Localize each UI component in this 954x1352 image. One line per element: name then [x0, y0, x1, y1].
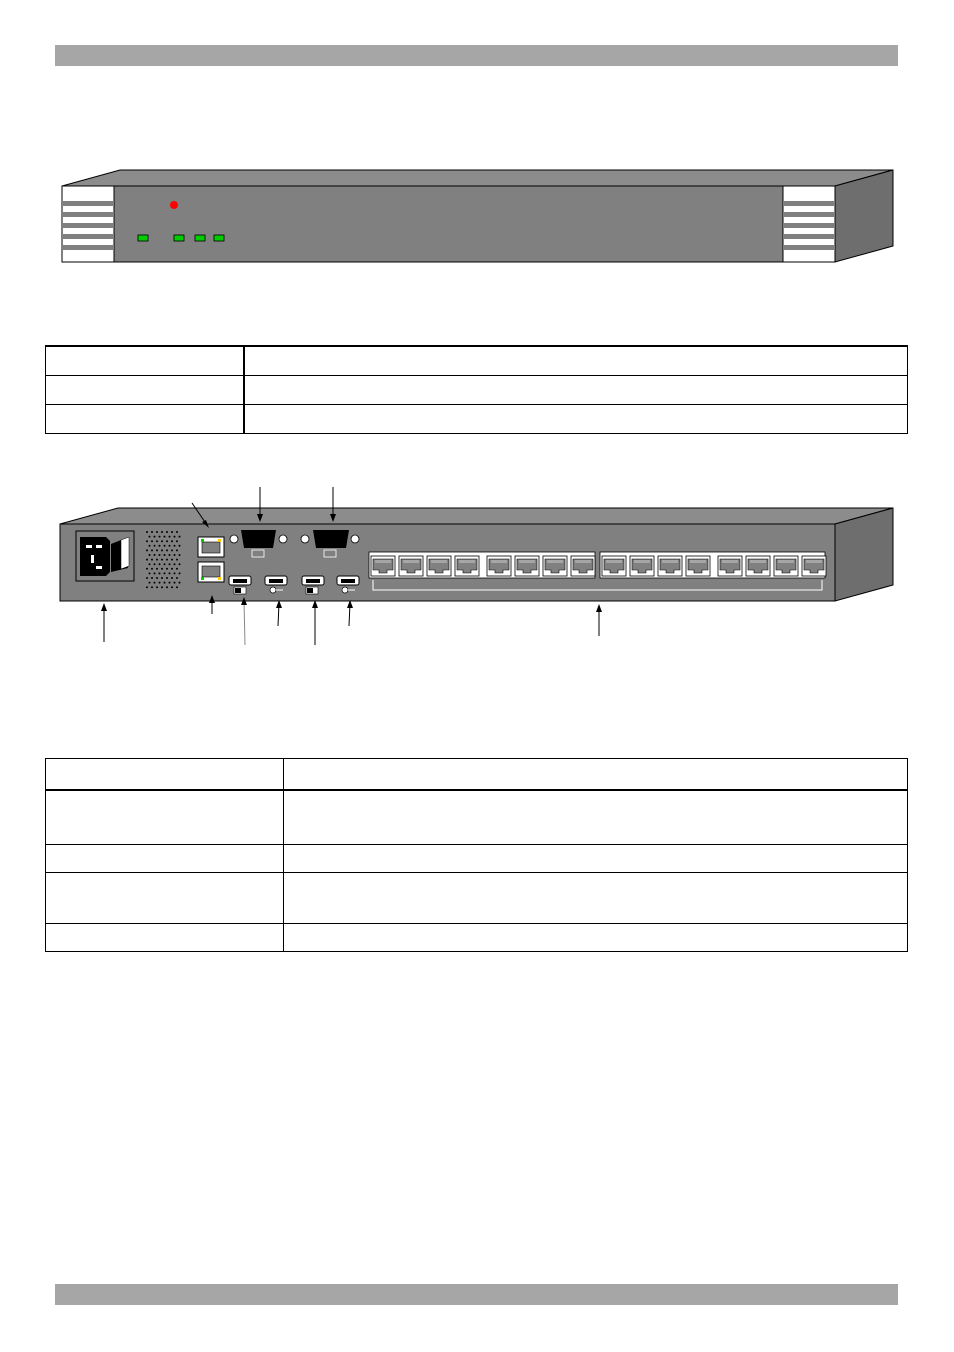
vent-hole [161, 577, 163, 579]
rj45-port-2 [399, 556, 423, 576]
vent-hole [149, 582, 151, 584]
vent-hole [154, 554, 156, 556]
vent-hole [159, 582, 161, 584]
vent-hole [171, 577, 173, 579]
vent-hole [169, 582, 171, 584]
vent-hole [161, 568, 163, 570]
vent-hole [159, 536, 161, 538]
vent-hole [161, 586, 163, 588]
table-row [46, 346, 908, 376]
vent-hole [164, 582, 166, 584]
table-cell [46, 759, 284, 791]
table-cell [46, 924, 284, 952]
vent-hole [164, 554, 166, 556]
rj45-port-3 [427, 556, 451, 576]
table-row [46, 790, 908, 845]
front-chassis-top [62, 170, 893, 186]
vent-hole [176, 586, 178, 588]
vent-hole [154, 572, 156, 574]
rj45-port-5 [487, 556, 511, 576]
vent-hole [171, 549, 173, 551]
vent-hole [151, 568, 153, 570]
vent-hole [176, 577, 178, 579]
table-cell [244, 346, 908, 376]
vent-hole [171, 540, 173, 542]
vent-hole [156, 559, 158, 561]
vent-hole [156, 568, 158, 570]
vent-hole [154, 582, 156, 584]
vent-hole [174, 554, 176, 556]
vent-hole [156, 540, 158, 542]
rear-panel-diagram [0, 480, 954, 650]
vent-hole [146, 540, 148, 542]
rj45-port-15 [774, 556, 798, 576]
vent-hole [156, 549, 158, 551]
rear-panel-table [45, 758, 908, 952]
vent-hole [174, 582, 176, 584]
vent-hole [179, 582, 181, 584]
vent-hole [146, 586, 148, 588]
vent-hole [149, 572, 151, 574]
rj45-port-6 [515, 556, 539, 576]
vent-hole [146, 531, 148, 533]
vent-hole [156, 531, 158, 533]
vent-hole [151, 549, 153, 551]
vent-hole [149, 536, 151, 538]
vent-hole [156, 586, 158, 588]
rj45-port-11 [658, 556, 682, 576]
vent-hole [171, 586, 173, 588]
vent-hole [159, 563, 161, 565]
vent-hole [166, 559, 168, 561]
vent-hole [146, 568, 148, 570]
vent-hole [159, 572, 161, 574]
network-port-1 [198, 537, 224, 557]
header-bar [55, 45, 898, 66]
vent-hole [179, 572, 181, 574]
table-cell [244, 405, 908, 434]
vent-hole [166, 540, 168, 542]
vent-hole [179, 545, 181, 547]
vent-hole [151, 559, 153, 561]
vent-hole [166, 586, 168, 588]
network-port-2 [198, 562, 224, 582]
status-led-4 [214, 235, 224, 241]
table-row [46, 376, 908, 405]
front-panel-diagram [0, 160, 954, 270]
table-cell [284, 790, 908, 845]
vent-hole [151, 531, 153, 533]
vent-hole [164, 563, 166, 565]
front-chassis-face [62, 186, 835, 262]
rj45-port-12 [686, 556, 710, 576]
table-cell [284, 845, 908, 873]
vent-hole [149, 554, 151, 556]
vent-hole [176, 540, 178, 542]
vent-hole [176, 531, 178, 533]
status-led-3 [195, 235, 205, 241]
vent-hole [151, 540, 153, 542]
vent-hole [179, 563, 181, 565]
vent-hole [171, 568, 173, 570]
front-chassis-side [835, 170, 893, 262]
vent-hole [174, 563, 176, 565]
vent-hole [166, 531, 168, 533]
status-led-2 [174, 235, 184, 241]
right-rack-ear [783, 186, 835, 262]
vent-hole [176, 559, 178, 561]
table-row [46, 405, 908, 434]
vent-hole [161, 559, 163, 561]
vent-hole [161, 540, 163, 542]
left-rack-ear [62, 186, 114, 262]
vent-hole [169, 545, 171, 547]
vent-hole [179, 554, 181, 556]
vent-hole [179, 536, 181, 538]
rear-chassis-side [835, 508, 893, 601]
vent-hole [151, 586, 153, 588]
vent-hole [174, 545, 176, 547]
rj45-port-4 [455, 556, 479, 576]
vent-hole [164, 536, 166, 538]
table-cell [46, 845, 284, 873]
vent-hole [154, 563, 156, 565]
rj45-port-8 [571, 556, 595, 576]
front-panel-table [45, 345, 908, 434]
vent-hole [156, 577, 158, 579]
vent-hole [166, 577, 168, 579]
vent-hole [154, 545, 156, 547]
power-led [170, 201, 178, 209]
vent-hole [176, 549, 178, 551]
rj45-port-14 [746, 556, 770, 576]
vent-hole [169, 536, 171, 538]
status-led-1 [138, 235, 148, 241]
table-cell [46, 405, 245, 434]
table-cell [284, 759, 908, 791]
vent-hole [171, 531, 173, 533]
rj45-port-9 [602, 556, 626, 576]
vent-hole [154, 536, 156, 538]
vent-hole [174, 536, 176, 538]
footer-bar [55, 1284, 898, 1305]
vent-hole [146, 559, 148, 561]
table-cell [284, 924, 908, 952]
rj45-port-13 [718, 556, 742, 576]
vent-hole [161, 549, 163, 551]
table-cell [46, 873, 284, 924]
table-row [46, 924, 908, 952]
vent-hole [164, 545, 166, 547]
table-cell [46, 790, 284, 845]
rj45-port-7 [543, 556, 567, 576]
vent-hole [146, 549, 148, 551]
vent-hole [169, 572, 171, 574]
rear-chassis-top [60, 508, 893, 524]
table-cell [244, 376, 908, 405]
vent-hole [174, 572, 176, 574]
table-row [46, 845, 908, 873]
vent-hole [176, 568, 178, 570]
table-cell [46, 376, 245, 405]
table-cell [46, 346, 245, 376]
table-row [46, 759, 908, 791]
vent-hole [164, 572, 166, 574]
vent-hole [166, 549, 168, 551]
vent-hole [149, 563, 151, 565]
vent-hole [149, 545, 151, 547]
vent-hole [146, 577, 148, 579]
rj45-port-16 [802, 556, 826, 576]
vent-hole [171, 559, 173, 561]
vent-hole [151, 577, 153, 579]
vent-hole [161, 531, 163, 533]
vent-hole [169, 554, 171, 556]
vent-hole [169, 563, 171, 565]
rj45-port-1 [371, 556, 395, 576]
vent-hole [159, 545, 161, 547]
table-cell [284, 873, 908, 924]
rj45-port-10 [630, 556, 654, 576]
vent-hole [166, 568, 168, 570]
table-row [46, 873, 908, 924]
vent-hole [159, 554, 161, 556]
